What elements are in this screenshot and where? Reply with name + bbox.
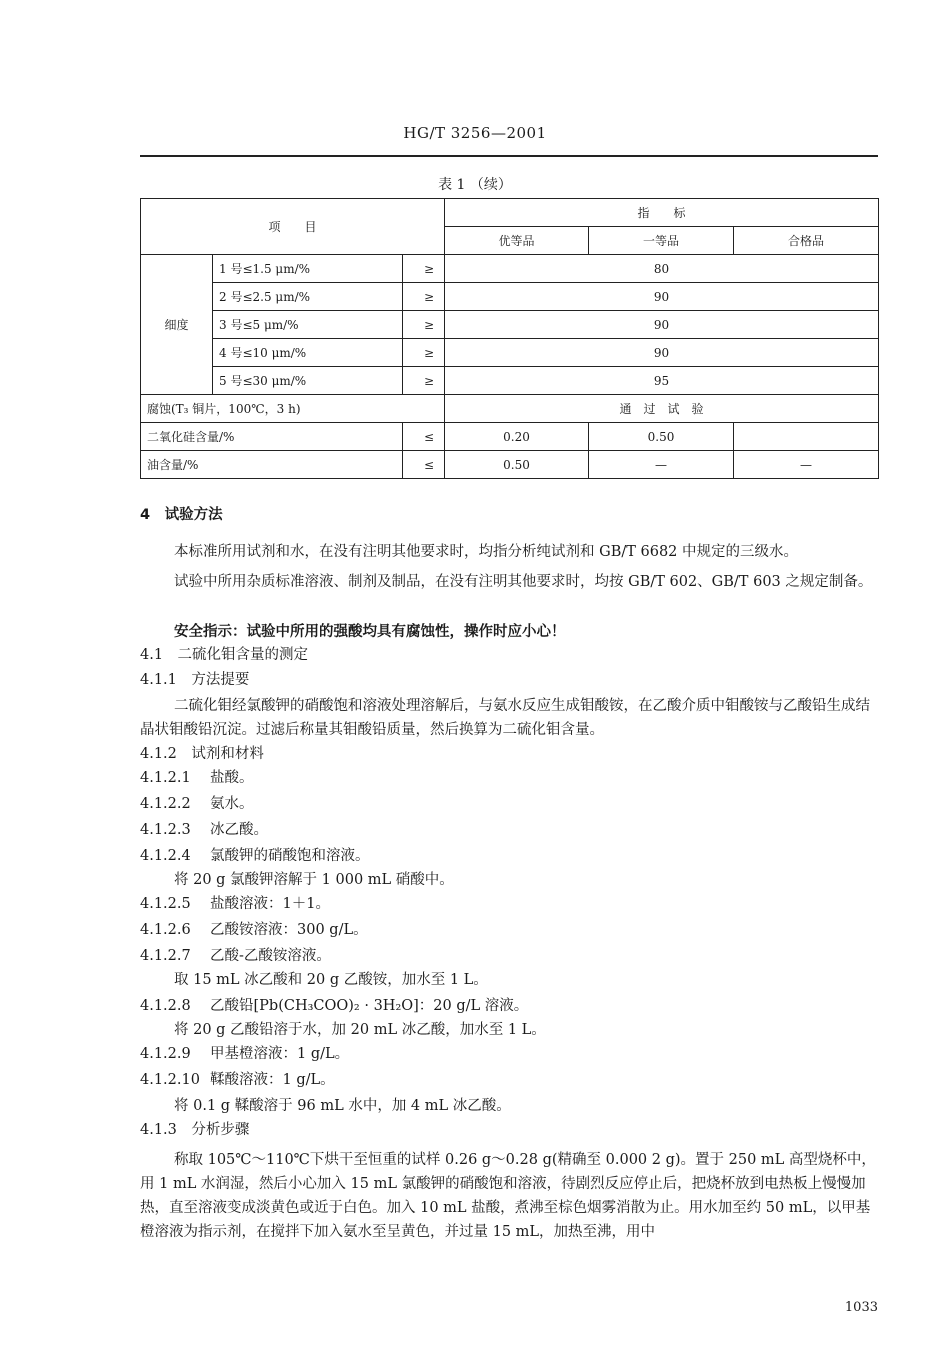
item-note: 将 0.1 g 鞣酸溶于 96 mL 水中，加 4 mL 冰乙酸。 xyxy=(174,1098,511,1114)
table-header-row xyxy=(141,199,879,227)
silica-label: 二氧化硅含量/% xyxy=(141,423,403,451)
fineness-sub-label: 2 号≤2.5 μm/% xyxy=(213,283,403,311)
table-row xyxy=(141,339,879,367)
oil-value-premium: 0.50 xyxy=(445,451,589,479)
item-text: 氯酸钾的硝酸饱和溶液。 xyxy=(210,848,370,864)
comparison-symbol: ≥ xyxy=(403,367,445,395)
paragraph: 二硫化钼经氯酸钾的硝酸饱和溶液处理溶解后，与氨水反应生成钼酸铵，在乙酸介质中钼酸铵与乙酸铅生成结晶状钼酸铅沉淀。过滤后称量其钼酸铅质量，然后换算为二硫化钼含量。 xyxy=(140,698,870,738)
document-header: HG/T 3256—2001 xyxy=(403,124,547,142)
comparison-symbol: ≥ xyxy=(403,255,445,283)
table-row xyxy=(141,395,879,423)
list-item xyxy=(140,1068,880,1092)
item-note: 取 15 mL 冰乙酸和 20 g 乙酸铵，加水至 1 L。 xyxy=(174,972,488,988)
table-row xyxy=(141,255,879,283)
item-number: 4.1.2.6 xyxy=(140,922,191,938)
fineness-value: 90 xyxy=(445,339,879,367)
section-heading: 4.1.2 试剂和材料 xyxy=(140,746,264,762)
silica-value-qualified xyxy=(734,423,879,451)
table-row xyxy=(141,283,879,311)
list-item xyxy=(140,766,880,790)
fineness-sub-label: 1 号≤1.5 μm/% xyxy=(213,255,403,283)
item-number: 4.1.2.10 xyxy=(140,1072,200,1088)
col-index-header: 指 标 xyxy=(445,199,879,227)
item-text: 氨水。 xyxy=(210,796,254,812)
list-item xyxy=(140,1042,880,1066)
item-number: 4.1.2.7 xyxy=(140,948,191,964)
comparison-symbol: ≤ xyxy=(403,423,445,451)
fineness-value: 90 xyxy=(445,283,879,311)
section-heading: 4.1 二硫化钼含量的测定 xyxy=(140,647,309,663)
item-number: 4.1.2.3 xyxy=(140,822,191,838)
item-text: 盐酸。 xyxy=(210,770,254,786)
item-text: 盐酸溶液：1＋1。 xyxy=(210,896,330,912)
fineness-sub-label: 5 号≤30 μm/% xyxy=(213,367,403,395)
table-caption: 表 1 （续） xyxy=(438,177,512,193)
item-text: 乙酸铵溶液：300 g/L。 xyxy=(210,922,368,938)
list-item xyxy=(140,844,880,868)
comparison-symbol: ≥ xyxy=(403,339,445,367)
item-number: 4.1.2.5 xyxy=(140,896,191,912)
table-row xyxy=(141,423,879,451)
item-text: 乙酸-乙酸铵溶液。 xyxy=(210,948,331,964)
paragraph: 称取 105℃～110℃下烘干至恒重的试样 0.26 g～0.28 g(精确至 0.000 2 g)。置于 250 mL 高型烧杯中，用 1 mL 水润湿，然后小心加入 15 mL 氯酸钾的硝酸饱和溶液，待剧烈反应停止后，把烧杯放到电热板上慢慢加热，直至溶液变成淡黄色或近于白色。加入 10 mL 盐酸，煮沸至棕色烟雾消散为止。用水加至约 50 mL，以甲基橙溶液为指示剂，在搅拌下加入氨水至呈黄色，并过量 15 mL，加热至沸，用中 xyxy=(140,1152,876,1240)
section-4-title: 4 试验方法 xyxy=(140,507,223,523)
comparison-symbol: ≥ xyxy=(403,283,445,311)
oil-value-first: — xyxy=(589,451,734,479)
item-text: 冰乙酸。 xyxy=(210,822,268,838)
item-number: 4.1.2.8 xyxy=(140,998,191,1014)
paragraph: 试验中所用杂质标准溶液、制剂及制品，在没有注明其他要求时，均按 GB/T 602、GB/T 603 之规定制备。 xyxy=(174,574,873,590)
item-note: 将 20 g 乙酸铅溶于水，加 20 mL 冰乙酸，加水至 1 L。 xyxy=(174,1022,546,1038)
silica-value-first: 0.50 xyxy=(589,423,734,451)
grade-header: 合格品 xyxy=(734,227,879,255)
fineness-value: 95 xyxy=(445,367,879,395)
safety-note: 安全指示：试验中所用的强酸均具有腐蚀性，操作时应小心！ xyxy=(174,624,566,640)
item-text: 鞣酸溶液：1 g/L。 xyxy=(210,1072,335,1088)
spec-table xyxy=(140,198,879,479)
silica-value-premium: 0.20 xyxy=(445,423,589,451)
list-item xyxy=(140,944,880,968)
item-number: 4.1.2.1 xyxy=(140,770,191,786)
fineness-label: 细度 xyxy=(141,255,213,395)
header-rule xyxy=(140,155,878,157)
item-number: 4.1.2.4 xyxy=(140,848,191,864)
page-number: 1033 xyxy=(844,1300,878,1315)
table-row xyxy=(141,311,879,339)
section-heading: 4.1.1 方法提要 xyxy=(140,672,250,688)
list-item xyxy=(140,792,880,816)
fineness-value: 80 xyxy=(445,255,879,283)
corrosion-label: 腐蚀(T₃ 铜片，100℃，3 h) xyxy=(141,395,445,423)
fineness-sub-label: 3 号≤5 μm/% xyxy=(213,311,403,339)
grade-header: 一等品 xyxy=(589,227,734,255)
table-row xyxy=(141,451,879,479)
item-text: 乙酸铅[Pb(CH₃COO)₂ · 3H₂O]：20 g/L 溶液。 xyxy=(210,998,529,1014)
table-row xyxy=(141,367,879,395)
comparison-symbol: ≤ xyxy=(403,451,445,479)
section-heading: 4.1.3 分析步骤 xyxy=(140,1122,250,1138)
col-item-header: 项 目 xyxy=(141,199,445,255)
fineness-sub-label: 4 号≤10 μm/% xyxy=(213,339,403,367)
oil-label: 油含量/% xyxy=(141,451,403,479)
oil-value-qualified: — xyxy=(734,451,879,479)
grade-header: 优等品 xyxy=(445,227,589,255)
list-item xyxy=(140,818,880,842)
item-number: 4.1.2.9 xyxy=(140,1046,191,1062)
comparison-symbol: ≥ xyxy=(403,311,445,339)
list-item xyxy=(140,918,880,942)
list-item xyxy=(140,994,880,1018)
fineness-value: 90 xyxy=(445,311,879,339)
corrosion-value: 通 过 试 验 xyxy=(445,395,879,423)
paragraph: 本标准所用试剂和水，在没有注明其他要求时，均指分析纯试剂和 GB/T 6682 中规定的三级水。 xyxy=(174,544,799,560)
item-text: 甲基橙溶液：1 g/L。 xyxy=(210,1046,350,1062)
item-number: 4.1.2.2 xyxy=(140,796,191,812)
list-item xyxy=(140,892,880,916)
item-note: 将 20 g 氯酸钾溶解于 1 000 mL 硝酸中。 xyxy=(174,872,454,888)
